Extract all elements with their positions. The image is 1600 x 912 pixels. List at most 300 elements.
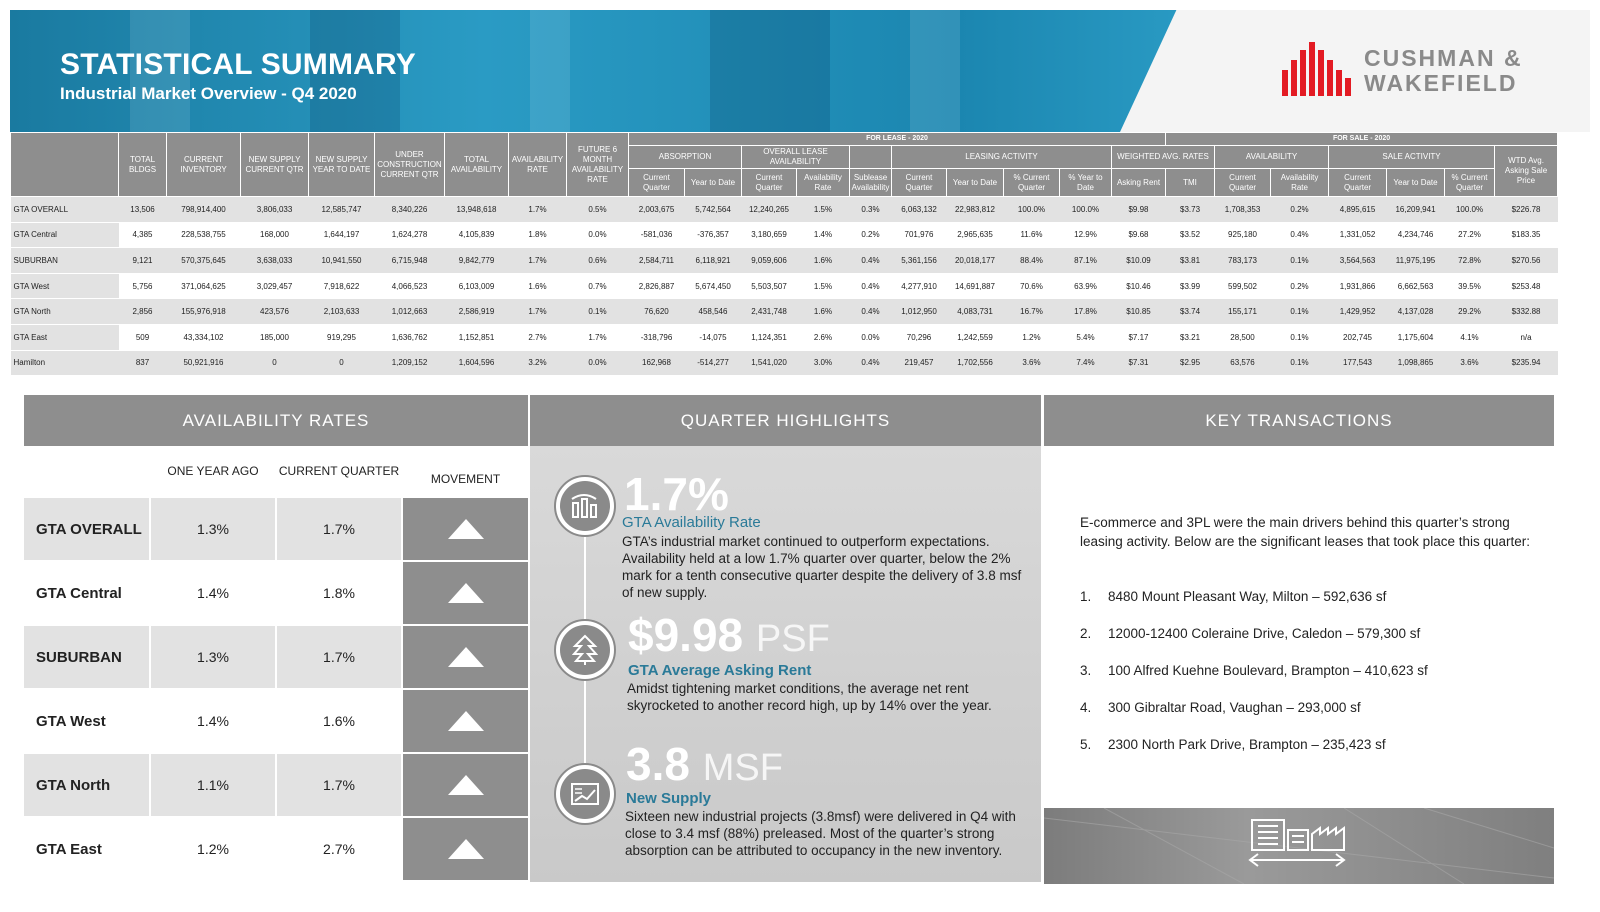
banner-decor: [710, 10, 830, 132]
warehouse-image: [1044, 808, 1554, 884]
cell-sale-pct-current-quarter: 72.8%: [1445, 248, 1495, 274]
cell-sublease-availability: 0.0%: [850, 324, 892, 350]
cell-future-6-month-rate: 0.7%: [567, 273, 629, 299]
row-market-name: Hamilton: [11, 350, 119, 376]
highlight-value: [628, 611, 830, 663]
cell-leasing-current-quarter: 701,976: [892, 222, 947, 248]
row-market-name: GTA West: [11, 273, 119, 299]
up-arrow-icon: [448, 775, 484, 795]
row-market-name: GTA OVERALL: [11, 197, 119, 223]
cell-total-availability: 1,604,596: [445, 350, 509, 376]
cell-leasing-pct-year-to-date: 5.4%: [1060, 324, 1112, 350]
table-row: [11, 197, 1558, 223]
cell-tmi: $3.99: [1166, 273, 1215, 299]
highlight-text: Sixteen new industrial projects (3.8msf) were delivered in Q4 with close to 3.4 msf (88%) preleased. Most of the quarter’s strong absorption can be attributed to occupancy in the new inventory.: [625, 809, 1016, 858]
transaction-item: [1080, 700, 1361, 715]
highlight-label: New Supply: [626, 790, 712, 807]
cell-new-supply-ytd: 12,585,747: [309, 197, 375, 223]
cell-sale-pct-current-quarter: 4.1%: [1445, 324, 1495, 350]
cell-under-construction: 8,340,226: [375, 197, 445, 223]
cell-new-supply-ytd: 0: [309, 350, 375, 376]
header-for-lease: FOR LEASE - 2020: [629, 133, 1166, 146]
cell-lease-availability-rate: 1.6%: [797, 299, 850, 325]
transaction-item: [1080, 737, 1386, 752]
cell-availability-rate: 1.7%: [509, 299, 567, 325]
cell-new-supply-qtr: 168,000: [241, 222, 309, 248]
cell-wtd-avg-asking-sale: $235.94: [1495, 350, 1558, 376]
col-one-year-ago: ONE YEAR AGO: [167, 464, 259, 478]
cell-asking-rent: $10.09: [1112, 248, 1166, 274]
cell-asking-rent: $10.46: [1112, 273, 1166, 299]
subheader-tmi: TMI: [1166, 169, 1215, 197]
cell-sale-availability-current: 28,500: [1215, 324, 1271, 350]
header-banner: [10, 10, 1590, 132]
cell-lease-availability-current: 3,180,659: [742, 222, 797, 248]
cell-wtd-avg-asking-sale: $332.88: [1495, 299, 1558, 325]
availability-row: [24, 690, 528, 752]
rent-icon: [554, 619, 616, 681]
row-name: GTA North: [24, 754, 149, 816]
cell-wtd-avg-asking-sale: n/a: [1495, 324, 1558, 350]
cell-current-inventory: 798,914,400: [167, 197, 241, 223]
cell-sale-availability-rate: 0.1%: [1271, 248, 1329, 274]
cell-current-inventory: 50,921,916: [167, 350, 241, 376]
cell-leasing-pct-year-to-date: 63.9%: [1060, 273, 1112, 299]
cell-absorption-year-to-date: 5,742,564: [685, 197, 742, 223]
table-row: [11, 248, 1558, 274]
transaction-text: 2300 North Park Drive, Brampton – 235,423 sf: [1108, 737, 1386, 752]
buildings-arrow-icon: [1044, 808, 1554, 884]
cell-sale-availability-current: 1,708,353: [1215, 197, 1271, 223]
cell-asking-rent: $7.31: [1112, 350, 1166, 376]
cell-leasing-pct-current-quarter: 1.2%: [1004, 324, 1060, 350]
cell-total-bldgs: 13,506: [119, 197, 167, 223]
cell-leasing-pct-year-to-date: 12.9%: [1060, 222, 1112, 248]
row-market-name: GTA North: [11, 299, 119, 325]
row-movement: [403, 498, 528, 560]
highlight-label: GTA Availability Rate: [622, 514, 761, 531]
highlight-value-unit: MSF: [702, 747, 783, 789]
cell-current-inventory: 228,538,755: [167, 222, 241, 248]
cell-leasing-current-quarter: 5,361,156: [892, 248, 947, 274]
row-current-quarter: 1.7%: [277, 626, 401, 688]
logo-wordmark: [1364, 46, 1523, 96]
availability-row: [24, 818, 528, 880]
row-movement: [403, 818, 528, 880]
subheader-availability-rate: Availability Rate: [1271, 169, 1329, 197]
cell-sale-current-quarter: 1,931,866: [1329, 273, 1387, 299]
quarter-highlights-heading: QUARTER HIGHLIGHTS: [530, 395, 1041, 446]
header-total-availability: TOTAL AVAILABILITY: [445, 133, 509, 197]
cell-sale-availability-rate: 0.2%: [1271, 273, 1329, 299]
cell-sublease-availability: 0.2%: [850, 222, 892, 248]
cell-new-supply-ytd: 2,103,633: [309, 299, 375, 325]
row-name: GTA West: [24, 690, 149, 752]
cell-sale-year-to-date: 4,234,746: [1387, 222, 1445, 248]
cell-total-bldgs: 2,856: [119, 299, 167, 325]
statistics-table-body: [11, 197, 1558, 376]
cell-lease-availability-current: 9,059,606: [742, 248, 797, 274]
cell-sale-current-quarter: 3,564,563: [1329, 248, 1387, 274]
transaction-item: [1080, 589, 1386, 604]
cell-sale-current-quarter: 177,543: [1329, 350, 1387, 376]
cell-absorption-current-quarter: 76,620: [629, 299, 685, 325]
header-weighted-avg-rates: WEIGHTED AVG. RATES: [1112, 146, 1215, 169]
cell-current-inventory: 155,976,918: [167, 299, 241, 325]
cell-leasing-current-quarter: 70,296: [892, 324, 947, 350]
cell-total-bldgs: 9,121: [119, 248, 167, 274]
cell-future-6-month-rate: 0.0%: [567, 222, 629, 248]
cell-under-construction: 6,715,948: [375, 248, 445, 274]
cell-total-bldgs: 837: [119, 350, 167, 376]
header-current-inventory: CURRENT INVENTORY: [167, 133, 241, 197]
cell-lease-availability-rate: 1.4%: [797, 222, 850, 248]
cell-lease-availability-current: 1,124,351: [742, 324, 797, 350]
cell-lease-availability-rate: 1.5%: [797, 273, 850, 299]
cell-new-supply-ytd: 1,644,197: [309, 222, 375, 248]
cell-absorption-current-quarter: 2,584,711: [629, 248, 685, 274]
header-blank: [850, 146, 892, 169]
cell-sale-availability-current: 155,171: [1215, 299, 1271, 325]
col-current-quarter: CURRENT QUARTER: [278, 464, 400, 478]
cell-new-supply-ytd: 7,918,622: [309, 273, 375, 299]
cell-total-availability: 1,152,851: [445, 324, 509, 350]
subheader-pct-current-quarter: % Current Quarter: [1004, 169, 1060, 197]
subheader-current-quarter: Current Quarter: [892, 169, 947, 197]
cell-sale-availability-rate: 0.4%: [1271, 222, 1329, 248]
row-one-year-ago: 1.1%: [151, 754, 275, 816]
cell-availability-rate: 3.2%: [509, 350, 567, 376]
logo-line-2: WAKEFIELD: [1364, 70, 1518, 96]
table-row: [11, 222, 1558, 248]
transaction-text: 100 Alfred Kuehne Boulevard, Brampton – 410,623 sf: [1108, 663, 1428, 678]
row-current-quarter: 1.6%: [277, 690, 401, 752]
cell-wtd-avg-asking-sale: $253.48: [1495, 273, 1558, 299]
cell-total-availability: 2,586,919: [445, 299, 509, 325]
cell-leasing-current-quarter: 1,012,950: [892, 299, 947, 325]
cell-absorption-year-to-date: 5,674,450: [685, 273, 742, 299]
cell-leasing-current-quarter: 4,277,910: [892, 273, 947, 299]
cell-sublease-availability: 0.4%: [850, 350, 892, 376]
transaction-text: 300 Gibraltar Road, Vaughan – 293,000 sf: [1108, 700, 1361, 715]
cell-absorption-year-to-date: -14,075: [685, 324, 742, 350]
cell-future-6-month-rate: 0.0%: [567, 350, 629, 376]
cell-lease-availability-rate: 3.0%: [797, 350, 850, 376]
banner-decor: [530, 10, 570, 132]
cell-lease-availability-current: 2,431,748: [742, 299, 797, 325]
cell-sale-year-to-date: 1,098,865: [1387, 350, 1445, 376]
cell-asking-rent: $7.17: [1112, 324, 1166, 350]
cell-leasing-pct-current-quarter: 11.6%: [1004, 222, 1060, 248]
cell-tmi: $3.74: [1166, 299, 1215, 325]
cell-sale-pct-current-quarter: 100.0%: [1445, 197, 1495, 223]
cell-total-availability: 4,105,839: [445, 222, 509, 248]
header-overall-lease-availability: OVERALL LEASE AVAILABILITY: [742, 146, 850, 169]
cell-absorption-current-quarter: 162,968: [629, 350, 685, 376]
row-movement: [403, 626, 528, 688]
transaction-number: 2.: [1080, 626, 1092, 641]
cell-leasing-year-to-date: 4,083,731: [947, 299, 1004, 325]
cell-new-supply-qtr: 3,638,033: [241, 248, 309, 274]
highlight-text: Amidst tightening market conditions, the average net rent skyrocketed to another record high, up by 14% over the year.: [627, 681, 992, 713]
cell-availability-rate: 1.6%: [509, 273, 567, 299]
cushman-wakefield-logo: [1282, 40, 1542, 102]
cell-total-availability: 9,842,779: [445, 248, 509, 274]
cell-sublease-availability: 0.4%: [850, 273, 892, 299]
cell-current-inventory: 371,064,625: [167, 273, 241, 299]
cell-new-supply-qtr: 0: [241, 350, 309, 376]
cell-under-construction: 1,209,152: [375, 350, 445, 376]
highlight-label: GTA Average Asking Rent: [628, 662, 812, 679]
subheader-availability-rate: Availability Rate: [797, 169, 850, 197]
statistics-table: [10, 132, 1558, 376]
cell-total-availability: 6,103,009: [445, 273, 509, 299]
cell-future-6-month-rate: 0.1%: [567, 299, 629, 325]
cell-sale-current-quarter: 4,895,615: [1329, 197, 1387, 223]
cell-absorption-year-to-date: -376,357: [685, 222, 742, 248]
cell-under-construction: 1,012,663: [375, 299, 445, 325]
cell-absorption-current-quarter: -581,036: [629, 222, 685, 248]
table-row: [11, 324, 1558, 350]
cell-tmi: $3.21: [1166, 324, 1215, 350]
subheader-sublease-availability: Sublease Availability: [850, 169, 892, 197]
cell-leasing-pct-current-quarter: 70.6%: [1004, 273, 1060, 299]
transaction-text: 8480 Mount Pleasant Way, Milton – 592,636 sf: [1108, 589, 1387, 604]
cell-sale-availability-current: 63,576: [1215, 350, 1271, 376]
cell-wtd-avg-asking-sale: $270.56: [1495, 248, 1558, 274]
cell-lease-availability-current: 1,541,020: [742, 350, 797, 376]
cell-absorption-current-quarter: 2,826,887: [629, 273, 685, 299]
availability-row: [24, 626, 528, 688]
cell-leasing-pct-year-to-date: 87.1%: [1060, 248, 1112, 274]
cell-under-construction: 1,636,762: [375, 324, 445, 350]
cell-new-supply-qtr: 423,576: [241, 299, 309, 325]
cell-leasing-pct-current-quarter: 3.6%: [1004, 350, 1060, 376]
transaction-text: 12000-12400 Coleraine Drive, Caledon – 579,300 sf: [1108, 626, 1421, 641]
cell-asking-rent: $10.85: [1112, 299, 1166, 325]
page-title: STATISTICAL SUMMARY: [60, 48, 417, 81]
cell-lease-availability-rate: 1.6%: [797, 248, 850, 274]
up-arrow-icon: [448, 839, 484, 859]
cell-current-inventory: 570,375,645: [167, 248, 241, 274]
subheader-pct-current-quarter: % Current Quarter: [1445, 169, 1495, 197]
cell-new-supply-ytd: 919,295: [309, 324, 375, 350]
logo-line-1: CUSHMAN &: [1364, 45, 1523, 71]
cell-sale-availability-rate: 0.1%: [1271, 324, 1329, 350]
cell-leasing-year-to-date: 1,242,559: [947, 324, 1004, 350]
row-one-year-ago: 1.3%: [151, 626, 275, 688]
up-arrow-icon: [448, 711, 484, 731]
subheader-current-quarter: Current Quarter: [1215, 169, 1271, 197]
row-name: GTA Central: [24, 562, 149, 624]
transaction-number: 4.: [1080, 700, 1092, 715]
availability-row: [24, 498, 528, 560]
header-under-construction: UNDER CONSTRUCTION CURRENT QTR: [375, 133, 445, 197]
transaction-number: 3.: [1080, 663, 1092, 678]
row-movement: [403, 690, 528, 752]
header-availability-rate: AVAILABILITY RATE: [509, 133, 567, 197]
cell-tmi: $2.95: [1166, 350, 1215, 376]
highlight-value-unit: PSF: [755, 618, 830, 660]
availability-row: [24, 562, 528, 624]
cell-new-supply-qtr: 3,029,457: [241, 273, 309, 299]
subheader-year-to-date: Year to Date: [1387, 169, 1445, 197]
cell-under-construction: 1,624,278: [375, 222, 445, 248]
cell-sale-availability-current: 783,173: [1215, 248, 1271, 274]
up-arrow-icon: [448, 583, 484, 603]
cell-sale-availability-rate: 0.1%: [1271, 299, 1329, 325]
subheader-current-quarter: Current Quarter: [742, 169, 797, 197]
cell-leasing-year-to-date: 22,983,812: [947, 197, 1004, 223]
table-row: [11, 273, 1558, 299]
cell-sale-year-to-date: 16,209,941: [1387, 197, 1445, 223]
header-availability: AVAILABILITY: [1215, 146, 1329, 169]
line-chart-icon: [554, 763, 616, 825]
row-one-year-ago: 1.4%: [151, 690, 275, 752]
header-absorption: ABSORPTION: [629, 146, 742, 169]
cell-asking-rent: $9.68: [1112, 222, 1166, 248]
cell-sale-pct-current-quarter: 29.2%: [1445, 299, 1495, 325]
cell-sublease-availability: 0.4%: [850, 248, 892, 274]
cell-availability-rate: 1.8%: [509, 222, 567, 248]
row-market-name: GTA Central: [11, 222, 119, 248]
subheader-current-quarter: Current Quarter: [1329, 169, 1387, 197]
header-total-bldgs: TOTAL BLDGS: [119, 133, 167, 197]
cell-future-6-month-rate: 1.7%: [567, 324, 629, 350]
cell-total-bldgs: 5,756: [119, 273, 167, 299]
availability-rates-heading: AVAILABILITY RATES: [24, 395, 528, 446]
transaction-number: 5.: [1080, 737, 1092, 752]
cell-tmi: $3.73: [1166, 197, 1215, 223]
cell-sale-pct-current-quarter: 3.6%: [1445, 350, 1495, 376]
key-transactions-intro: E-commerce and 3PL were the main drivers behind this quarter’s strong leasing activity. Below are the significant leases that took place this quarter:: [1080, 515, 1530, 549]
transaction-item: [1080, 663, 1428, 678]
cell-under-construction: 4,066,523: [375, 273, 445, 299]
highlight-value-number: 3.8: [626, 738, 690, 790]
cell-tmi: $3.81: [1166, 248, 1215, 274]
cell-asking-rent: $9.98: [1112, 197, 1166, 223]
table-row: [11, 299, 1558, 325]
cell-total-availability: 13,948,618: [445, 197, 509, 223]
header-future-6-month: FUTURE 6 MONTH AVAILABILITY RATE: [567, 133, 629, 197]
cell-lease-availability-rate: 2.6%: [797, 324, 850, 350]
cell-availability-rate: 1.7%: [509, 197, 567, 223]
cell-sale-availability-current: 925,180: [1215, 222, 1271, 248]
cell-lease-availability-current: 12,240,265: [742, 197, 797, 223]
col-movement: MOVEMENT: [430, 472, 501, 486]
cell-sale-current-quarter: 1,429,952: [1329, 299, 1387, 325]
cell-sale-availability-rate: 0.2%: [1271, 197, 1329, 223]
cell-absorption-current-quarter: -318,796: [629, 324, 685, 350]
cell-sale-year-to-date: 4,137,028: [1387, 299, 1445, 325]
availability-row: [24, 754, 528, 816]
cell-leasing-pct-current-quarter: 88.4%: [1004, 248, 1060, 274]
cell-sale-year-to-date: 11,975,195: [1387, 248, 1445, 274]
row-name: GTA OVERALL: [24, 498, 149, 560]
row-movement: [403, 754, 528, 816]
row-current-quarter: 1.7%: [277, 754, 401, 816]
header-new-supply-ytd: NEW SUPPLY YEAR TO DATE: [309, 133, 375, 197]
cell-availability-rate: 1.7%: [509, 248, 567, 274]
highlight-value: [624, 470, 729, 518]
cell-sale-year-to-date: 1,175,604: [1387, 324, 1445, 350]
up-arrow-icon: [448, 647, 484, 667]
bar-chart-icon: [554, 475, 616, 537]
highlight-value: [626, 740, 783, 792]
row-one-year-ago: 1.4%: [151, 562, 275, 624]
cell-absorption-year-to-date: -514,277: [685, 350, 742, 376]
cell-sale-availability-current: 599,502: [1215, 273, 1271, 299]
cell-availability-rate: 2.7%: [509, 324, 567, 350]
row-one-year-ago: 1.3%: [151, 498, 275, 560]
subheader-pct-year-to-date: % Year to Date: [1060, 169, 1112, 197]
cell-new-supply-qtr: 185,000: [241, 324, 309, 350]
cell-current-inventory: 43,334,102: [167, 324, 241, 350]
row-name: SUBURBAN: [24, 626, 149, 688]
cell-absorption-current-quarter: 2,003,675: [629, 197, 685, 223]
cell-leasing-year-to-date: 14,691,887: [947, 273, 1004, 299]
transaction-number: 1.: [1080, 589, 1092, 604]
cell-sublease-availability: 0.4%: [850, 299, 892, 325]
highlight-text: GTA’s industrial market continued to outperform expectations. Availability held at a low 1.7% quarter over quarter, below the 2% mark for a tenth consecutive quarter despite the delivery of 3.8 msf of new supply.: [622, 534, 1022, 600]
header-leasing-activity: LEASING ACTIVITY: [892, 146, 1112, 169]
header-new-supply-qtr: NEW SUPPLY CURRENT QTR: [241, 133, 309, 197]
subheader-year-to-date: Year to Date: [947, 169, 1004, 197]
row-name: GTA East: [24, 818, 149, 880]
subheader-year-to-date: Year to Date: [685, 169, 742, 197]
cell-total-bldgs: 4,385: [119, 222, 167, 248]
row-market-name: SUBURBAN: [11, 248, 119, 274]
cell-sale-pct-current-quarter: 27.2%: [1445, 222, 1495, 248]
cell-lease-availability-current: 5,503,507: [742, 273, 797, 299]
row-current-quarter: 2.7%: [277, 818, 401, 880]
cell-leasing-pct-year-to-date: 7.4%: [1060, 350, 1112, 376]
cell-future-6-month-rate: 0.6%: [567, 248, 629, 274]
cell-tmi: $3.52: [1166, 222, 1215, 248]
cell-sale-year-to-date: 6,662,563: [1387, 273, 1445, 299]
cell-future-6-month-rate: 0.5%: [567, 197, 629, 223]
cell-sale-availability-rate: 0.1%: [1271, 350, 1329, 376]
highlight-value-number: $9.98: [628, 609, 744, 661]
row-current-quarter: 1.8%: [277, 562, 401, 624]
cell-sale-current-quarter: 202,745: [1329, 324, 1387, 350]
cell-leasing-current-quarter: 6,063,132: [892, 197, 947, 223]
cell-new-supply-qtr: 3,806,033: [241, 197, 309, 223]
row-one-year-ago: 1.2%: [151, 818, 275, 880]
cell-new-supply-ytd: 10,941,550: [309, 248, 375, 274]
cell-sale-current-quarter: 1,331,052: [1329, 222, 1387, 248]
header-for-sale: FOR SALE - 2020: [1166, 133, 1558, 146]
cell-sale-pct-current-quarter: 39.5%: [1445, 273, 1495, 299]
cell-absorption-year-to-date: 458,546: [685, 299, 742, 325]
cell-sublease-availability: 0.3%: [850, 197, 892, 223]
cell-leasing-pct-current-quarter: 16.7%: [1004, 299, 1060, 325]
cell-leasing-year-to-date: 20,018,177: [947, 248, 1004, 274]
header-sale-activity: SALE ACTIVITY: [1329, 146, 1495, 169]
banner-decor: [910, 10, 960, 132]
cell-leasing-current-quarter: 219,457: [892, 350, 947, 376]
subheader-current-quarter: Current Quarter: [629, 169, 685, 197]
table-corner: [11, 133, 119, 197]
row-movement: [403, 562, 528, 624]
up-arrow-icon: [448, 519, 484, 539]
highlight-value-number: 1.7%: [624, 468, 729, 520]
row-market-name: GTA East: [11, 324, 119, 350]
cell-wtd-avg-asking-sale: $183.35: [1495, 222, 1558, 248]
cell-leasing-pct-current-quarter: 100.0%: [1004, 197, 1060, 223]
transaction-item: [1080, 626, 1420, 641]
table-row: [11, 350, 1558, 376]
